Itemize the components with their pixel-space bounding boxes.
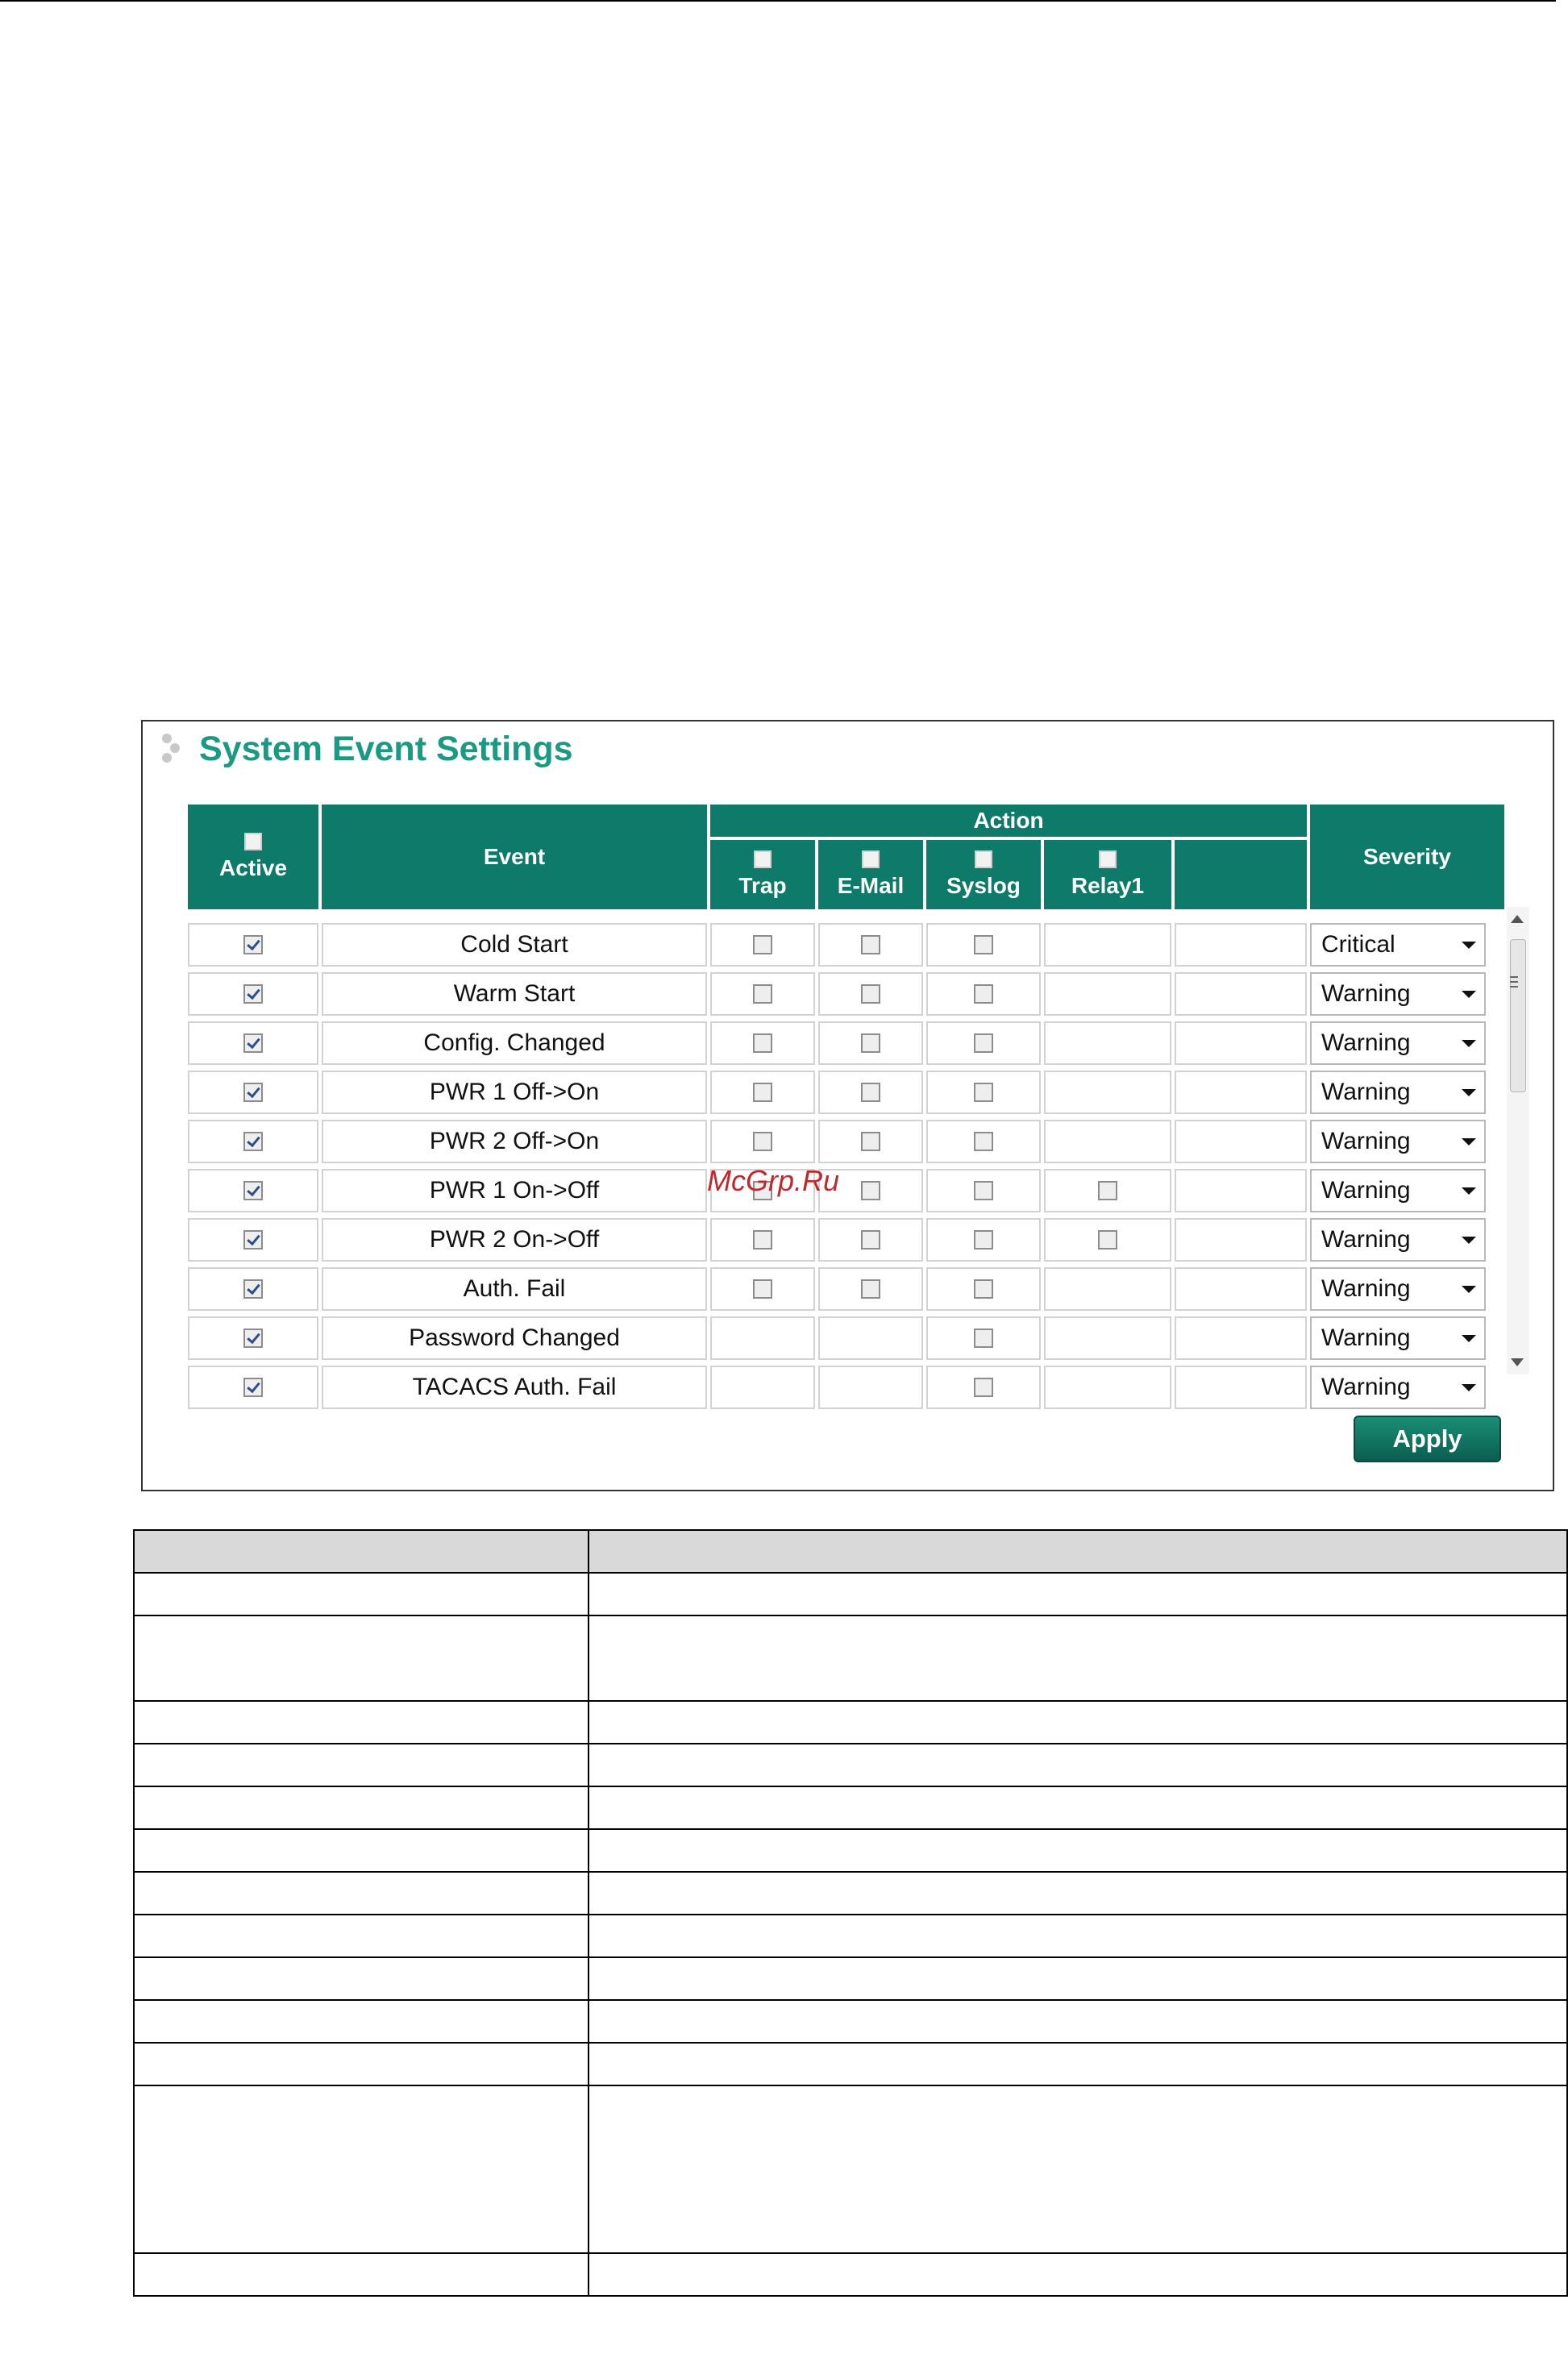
description-row [134,1957,1567,2000]
event-name: PWR 2 On->Off [429,1226,600,1253]
relay1-checkbox[interactable] [1098,1230,1117,1250]
active-checkbox[interactable] [243,1181,263,1200]
relay1-cell [1044,923,1171,967]
description-text-cell [589,1701,1567,1744]
event-name-cell [322,1316,707,1360]
syslog-cell [926,1120,1041,1163]
description-setting-cell [134,1872,589,1915]
trap-cell [710,1071,815,1114]
trap-cell [710,1316,815,1360]
email-checkbox[interactable] [861,1033,880,1053]
header-action [710,805,1307,837]
trap-cell [710,1366,815,1409]
syslog-checkbox[interactable] [974,1279,993,1299]
email-checkbox[interactable] [861,935,880,954]
syslog-cell [926,1071,1041,1114]
syslog-checkbox[interactable] [974,984,993,1004]
severity-value: Warning [1321,1324,1411,1351]
severity-select[interactable] [1310,1021,1486,1065]
email-cell [818,1021,923,1065]
severity-value: Critical [1321,931,1395,958]
header-email [818,840,923,909]
select-all-email-checkbox[interactable] [862,850,880,868]
system-event-settings-panel [141,720,1554,1491]
active-cell [188,923,318,967]
event-row [188,1018,1504,1067]
spare-action-cell [1175,923,1307,967]
header-trap [710,840,815,909]
spare-action-cell [1175,1071,1307,1114]
header-trap-label: Trap [738,873,787,898]
trap-cell [710,923,815,967]
relay1-cell [1044,1071,1171,1114]
description-row [134,1915,1567,1957]
active-cell [188,1218,318,1262]
trap-checkbox[interactable] [753,984,772,1004]
dropdown-arrow-icon [1462,1335,1476,1342]
active-cell [188,1169,318,1212]
description-text-cell [589,1615,1567,1701]
relay1-cell [1044,1366,1171,1409]
event-name-cell [322,972,707,1016]
active-checkbox[interactable] [243,1132,263,1151]
scroll-grip-icon [1510,976,1518,978]
description-setting-cell [134,1615,589,1701]
event-row [188,1067,1504,1116]
description-header-col2 [589,1530,1567,1573]
active-cell [188,972,318,1016]
trap-checkbox[interactable] [753,1279,772,1299]
email-cell [818,1218,923,1262]
header-syslog-label: Syslog [946,873,1021,898]
trap-cell [710,1267,815,1311]
description-setting-cell [134,2253,589,2296]
email-cell [818,1120,923,1163]
severity-select[interactable] [1310,972,1486,1016]
email-cell [818,923,923,967]
description-text-cell [589,1573,1567,1615]
active-cell [188,1366,318,1409]
syslog-cell [926,1021,1041,1065]
email-checkbox[interactable] [861,1132,880,1151]
active-cell [188,1316,318,1360]
event-name-cell [322,1267,707,1311]
active-cell [188,1021,318,1065]
event-row [188,1116,1504,1165]
severity-value: Warning [1321,1275,1411,1302]
description-row [134,1829,1567,1872]
description-setting-cell [134,1786,589,1829]
event-row [188,969,1504,1017]
trap-checkbox[interactable] [753,1033,772,1053]
spare-action-cell [1175,1218,1307,1262]
scroll-thumb[interactable] [1510,939,1526,1092]
severity-value: Warning [1321,1029,1411,1056]
event-name-cell [322,1218,707,1262]
description-text-cell [589,2085,1567,2253]
select-all-trap-checkbox[interactable] [754,850,772,868]
relay1-checkbox[interactable] [1098,1181,1117,1200]
event-row [188,1313,1504,1362]
syslog-checkbox[interactable] [974,935,993,954]
active-cell [188,1267,318,1311]
event-name: PWR 2 Off->On [429,1128,600,1154]
select-all-relay1-checkbox[interactable] [1099,850,1117,868]
trap-checkbox[interactable] [753,1083,772,1102]
event-name: PWR 1 Off->On [429,1079,600,1105]
header-email-label: E-Mail [837,873,905,898]
severity-select[interactable] [1310,1316,1486,1360]
description-text-cell [589,2253,1567,2296]
event-name-cell [322,1169,707,1212]
event-name-cell [322,1021,707,1065]
severity-select[interactable] [1310,1071,1486,1114]
email-checkbox[interactable] [861,1083,880,1102]
severity-value: Warning [1321,1079,1411,1105]
header-event [322,805,707,909]
severity-select[interactable] [1310,1267,1486,1311]
email-cell [818,1316,923,1360]
severity-value: Warning [1321,980,1411,1007]
email-checkbox[interactable] [861,1279,880,1299]
select-all-active-checkbox[interactable] [244,833,262,850]
event-row [188,920,1504,968]
trap-cell [710,972,815,1016]
event-row [188,1215,1504,1263]
active-checkbox[interactable] [243,1033,263,1053]
description-text-cell [589,1744,1567,1786]
syslog-cell [926,1316,1041,1360]
description-text-cell [589,1786,1567,1829]
syslog-checkbox[interactable] [974,1083,993,1102]
panel-title-text: System Event Settings [199,729,573,768]
severity-select[interactable] [1310,1120,1486,1163]
relay1-cell [1044,972,1171,1016]
description-table [133,1529,1568,2297]
header-severity-label: Severity [1363,844,1451,869]
event-row [188,1362,1504,1411]
severity-value: Warning [1321,1128,1411,1154]
syslog-checkbox[interactable] [974,1132,993,1151]
dropdown-arrow-icon [1462,1040,1476,1047]
syslog-cell [926,1218,1041,1262]
event-row [188,1166,1504,1214]
description-setting-cell [134,1701,589,1744]
description-row [134,2253,1567,2296]
event-table-body [188,920,1504,1400]
severity-value: Warning [1321,1374,1411,1400]
dropdown-arrow-icon [1462,1138,1476,1146]
description-row [134,2043,1567,2085]
description-text-cell [589,2043,1567,2085]
syslog-checkbox[interactable] [974,1033,993,1053]
event-name: Password Changed [409,1324,620,1351]
email-cell [818,1071,923,1114]
description-setting-cell [134,1829,589,1872]
event-name: Warm Start [453,980,576,1007]
active-cell [188,1120,318,1163]
description-setting-cell [134,1915,589,1957]
active-checkbox[interactable] [243,984,263,1004]
description-row [134,1786,1567,1829]
description-table-header [134,1530,1567,1573]
header-active [188,805,318,909]
description-setting-cell [134,1573,589,1615]
relay1-cell [1044,1021,1171,1065]
spare-action-cell [1175,1316,1307,1360]
active-cell [188,1071,318,1114]
watermark: McGrp.Ru [707,1164,840,1197]
description-text-cell [589,1957,1567,2000]
email-checkbox[interactable] [861,1230,880,1250]
email-cell [818,1267,923,1311]
email-cell [818,1366,923,1409]
description-setting-cell [134,1744,589,1786]
description-row [134,1701,1567,1744]
dropdown-arrow-icon [1462,991,1476,998]
table-scrollbar[interactable] [1507,907,1529,1374]
active-checkbox[interactable] [243,1378,263,1397]
email-cell [818,972,923,1016]
event-name-cell [322,1071,707,1114]
trap-checkbox[interactable] [753,1132,772,1151]
trap-cell [710,1021,815,1065]
description-setting-cell [134,2043,589,2085]
header-relay1-label: Relay1 [1071,873,1145,898]
header-event-label: Event [483,844,546,869]
description-row [134,1573,1567,1615]
relay1-cell [1044,1316,1171,1360]
spare-action-cell [1175,1267,1307,1311]
active-checkbox[interactable] [243,1083,263,1102]
dropdown-arrow-icon [1462,1237,1476,1244]
description-text-cell [589,1829,1567,1872]
relay1-cell [1044,1120,1171,1163]
dropdown-arrow-icon [1462,942,1476,949]
relay1-cell [1044,1169,1171,1212]
syslog-checkbox[interactable] [974,1181,993,1200]
syslog-cell [926,1366,1041,1409]
description-setting-cell [134,1957,589,2000]
panel-title [159,725,573,773]
syslog-checkbox[interactable] [974,1329,993,1348]
severity-select[interactable] [1310,1218,1486,1262]
severity-select[interactable] [1310,1366,1486,1409]
relay1-cell [1044,1218,1171,1262]
dropdown-arrow-icon [1462,1089,1476,1096]
header-action-spare [1175,840,1307,909]
spare-action-cell [1175,972,1307,1016]
header-active-label: Active [218,855,288,880]
spare-action-cell [1175,1169,1307,1212]
severity-select[interactable] [1310,1169,1486,1212]
select-all-syslog-checkbox[interactable] [975,850,992,868]
syslog-cell [926,923,1041,967]
event-name: PWR 1 On->Off [429,1177,600,1204]
header-syslog [926,840,1041,909]
dropdown-arrow-icon [1462,1384,1476,1391]
syslog-cell [926,1267,1041,1311]
active-checkbox[interactable] [243,935,263,954]
spare-action-cell [1175,1021,1307,1065]
severity-select[interactable] [1310,923,1486,967]
event-name: Cold Start [460,931,568,958]
active-checkbox[interactable] [243,1230,263,1250]
event-name-cell [322,1366,707,1409]
description-text-cell [589,1872,1567,1915]
header-relay1 [1044,840,1171,909]
event-row [188,1264,1504,1312]
email-checkbox[interactable] [861,984,880,1004]
description-row [134,2000,1567,2043]
severity-value: Warning [1321,1226,1411,1253]
header-action-label: Action [973,808,1044,833]
scroll-up-icon[interactable] [1511,915,1524,923]
page-top-rule [0,0,1556,2]
email-checkbox[interactable] [861,1181,880,1200]
header-severity [1310,805,1504,909]
active-checkbox[interactable] [243,1329,263,1348]
syslog-cell [926,1169,1041,1212]
syslog-checkbox[interactable] [974,1378,993,1397]
apply-button[interactable]: Apply [1354,1416,1501,1462]
description-row [134,2085,1567,2253]
event-name: Auth. Fail [463,1275,566,1302]
description-row [134,1615,1567,1701]
description-row [134,1872,1567,1915]
description-text-cell [589,1915,1567,1957]
description-setting-cell [134,2000,589,2043]
description-header-col1 [134,1530,589,1573]
active-checkbox[interactable] [243,1279,263,1299]
trap-cell [710,1218,815,1262]
trap-checkbox[interactable] [753,1230,772,1250]
description-setting-cell [134,2085,589,2253]
scroll-down-icon[interactable] [1511,1358,1524,1366]
spare-action-cell [1175,1120,1307,1163]
dropdown-arrow-icon [1462,1286,1476,1293]
description-text-cell [589,2000,1567,2043]
relay1-cell [1044,1267,1171,1311]
event-name-cell [322,923,707,967]
event-name: TACACS Auth. Fail [412,1374,617,1400]
trap-cell [710,1120,815,1163]
trap-checkbox[interactable] [753,935,772,954]
dropdown-arrow-icon [1462,1187,1476,1195]
title-dots-icon [159,732,193,766]
event-name: Config. Changed [423,1029,605,1056]
description-row [134,1744,1567,1786]
syslog-cell [926,972,1041,1016]
spare-action-cell [1175,1366,1307,1409]
event-name-cell [322,1120,707,1163]
severity-value: Warning [1321,1177,1411,1204]
syslog-checkbox[interactable] [974,1230,993,1250]
